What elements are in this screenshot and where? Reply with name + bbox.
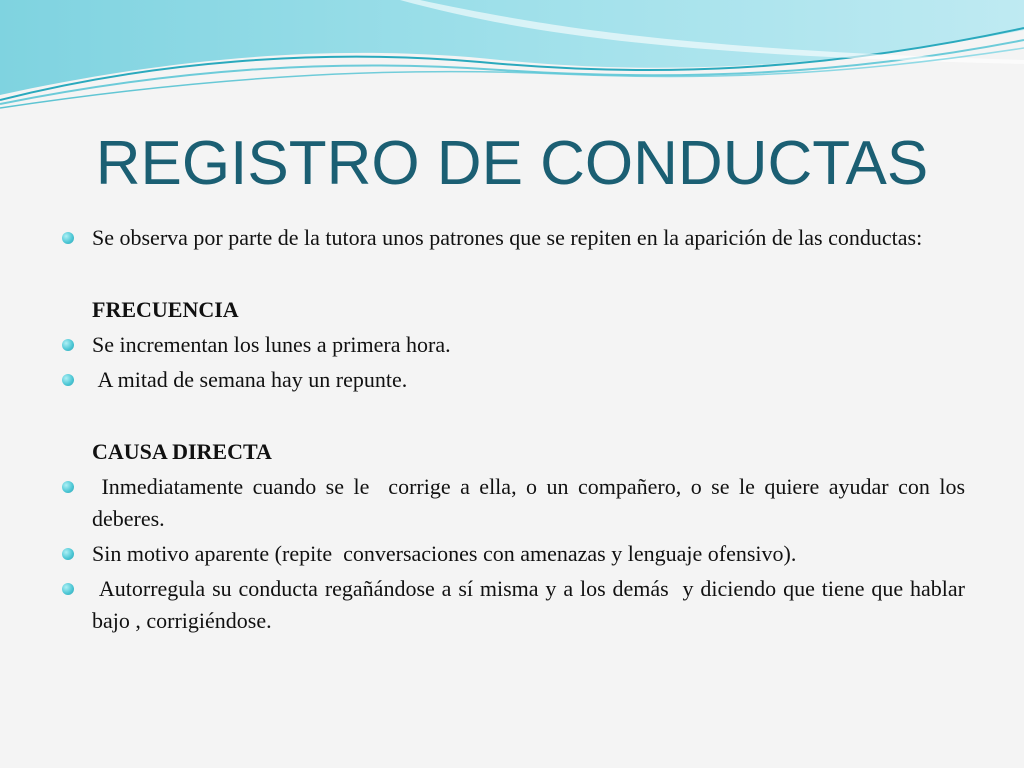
bullet-dot-icon xyxy=(62,583,74,595)
section-heading-frecuencia xyxy=(60,294,965,326)
bullet-causa-1 xyxy=(60,471,971,535)
frecuencia-item: A mitad de semana hay un repunte. xyxy=(92,367,408,392)
slide-content xyxy=(60,222,971,637)
bullet-causa-3 xyxy=(60,573,971,637)
bullet-dot-icon xyxy=(62,548,74,560)
intro-text: Se observa por parte de la tutora unos patrones que se repiten en la aparición de las conductas: xyxy=(92,225,923,250)
causa-item: Sin motivo aparente (repite conversaciones con amenazas y lenguaje ofensivo). xyxy=(92,541,797,566)
frecuencia-item: Se incrementan los lunes a primera hora. xyxy=(92,332,451,357)
bullet-dot-icon xyxy=(62,339,74,351)
causa-directa-heading: CAUSA DIRECTA xyxy=(92,439,272,464)
bullet-frecuencia-2 xyxy=(60,364,965,396)
causa-item: Autorregula su conducta regañándose a sí misma y a los demás y diciendo que tiene que hablar bajo , corrigiéndose. xyxy=(92,576,971,633)
bullet-frecuencia-1 xyxy=(60,329,965,361)
bullet-intro xyxy=(60,222,965,254)
frecuencia-heading: FRECUENCIA xyxy=(92,297,239,322)
wave-header-decoration xyxy=(0,0,1024,120)
bullet-causa-2 xyxy=(60,538,965,570)
bullet-dot-icon xyxy=(62,232,74,244)
section-heading-causa-directa xyxy=(60,436,965,468)
bullet-dot-icon xyxy=(62,481,74,493)
bullet-dot-icon xyxy=(62,374,74,386)
causa-item: Inmediatamente cuando se le corrige a ella, o un compañero, o se le quiere ayudar con los deberes. xyxy=(92,474,971,531)
slide-title: REGISTRO DE CONDUCTAS xyxy=(95,129,929,198)
